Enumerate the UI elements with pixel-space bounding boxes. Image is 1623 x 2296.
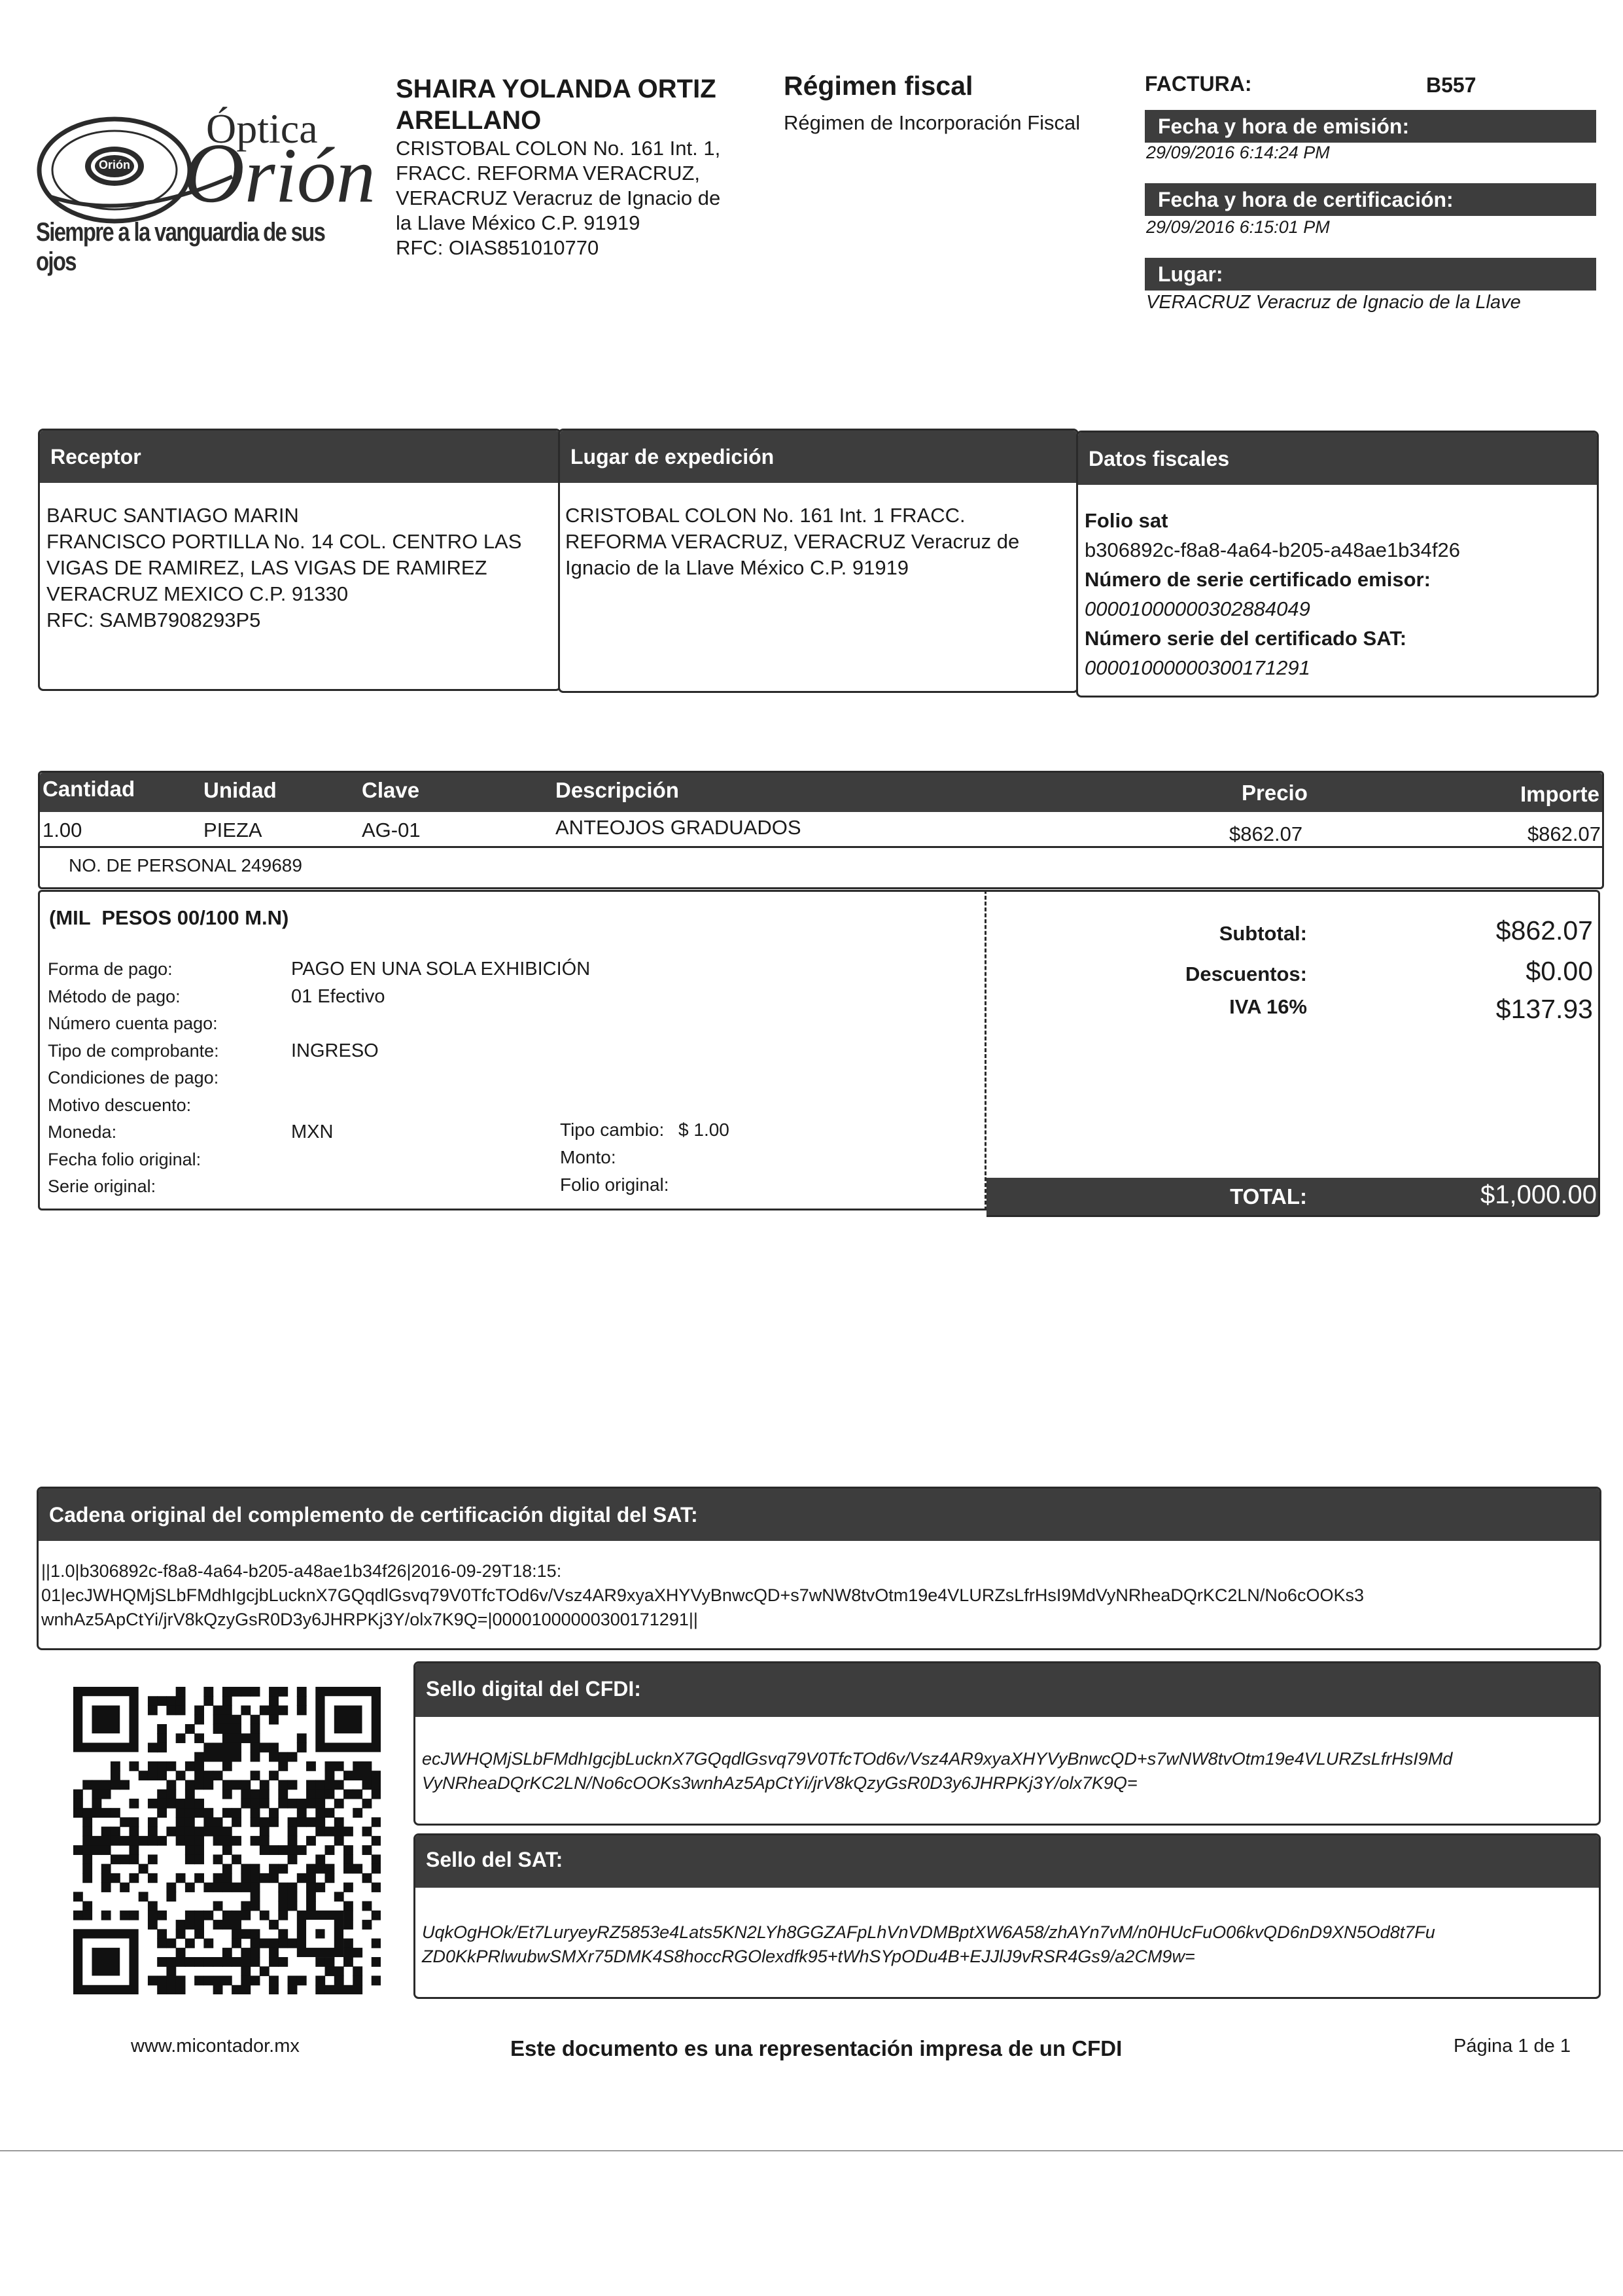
descuentos-value: $0.00 bbox=[1526, 956, 1593, 986]
items-header-row bbox=[40, 773, 1602, 812]
iva-label: IVA 16% bbox=[1229, 995, 1307, 1018]
col-unidad: Unidad bbox=[203, 778, 277, 802]
issuer-name-line1: SHAIRA YOLANDA ORTIZ bbox=[396, 75, 716, 103]
total-value: $1,000.00 bbox=[1480, 1180, 1597, 1209]
serie-sat-label: Número serie del certificado SAT: bbox=[1085, 627, 1407, 650]
detail-label: Tipo de comprobante: bbox=[48, 1040, 219, 1061]
detail-value: PAGO EN UNA SOLA EXHIBICIÓN bbox=[291, 959, 591, 980]
datos-fiscales-details bbox=[1085, 506, 1460, 682]
issuer-block bbox=[396, 73, 775, 260]
col-cantidad: Cantidad bbox=[43, 777, 135, 801]
sello-cfdi-header: Sello digital del CFDI: bbox=[415, 1663, 1599, 1717]
detail-row bbox=[48, 1065, 590, 1092]
expedicion-line: CRISTOBAL COLON No. 161 Int. 1 FRACC. bbox=[565, 504, 966, 527]
certificacion-value: 29/09/2016 6:15:01 PM bbox=[1146, 217, 1330, 237]
receptor-line: RFC: SAMB7908293P5 bbox=[46, 609, 261, 631]
issuer-address-line: la Llave México C.P. 91919 bbox=[396, 211, 640, 234]
totals-box bbox=[986, 890, 1600, 1217]
folio-sat-value: b306892c-f8a8-4a64-b205-a48ae1b34f26 bbox=[1085, 539, 1460, 561]
details-box bbox=[38, 890, 986, 1210]
footer-website: www.micontador.mx bbox=[131, 2036, 300, 2057]
issuer-name-line2: ARELLANO bbox=[396, 106, 542, 135]
detail-row bbox=[48, 1173, 590, 1201]
detail-value: MXN bbox=[291, 1122, 334, 1142]
brand-name-orion-text: rión bbox=[244, 132, 375, 219]
sello-cfdi-box bbox=[413, 1661, 1601, 1826]
certificacion-label: Fecha y hora de certificación: bbox=[1145, 183, 1596, 216]
cadena-original-header: Cadena original del complemento de certificación digital del SAT: bbox=[39, 1489, 1599, 1541]
detail-row bbox=[48, 1146, 590, 1174]
subtotal-label: Subtotal: bbox=[1219, 922, 1307, 945]
detail-label: Moneda: bbox=[48, 1122, 117, 1142]
table-row bbox=[40, 813, 1602, 848]
brand-slogan: Siempre a la vanguardia de sus ojos bbox=[36, 218, 325, 276]
emision-label: Fecha y hora de emisión: bbox=[1145, 110, 1596, 143]
amount-in-words: (MIL PESOS 00/100 M.N) bbox=[49, 906, 289, 929]
datos-fiscales-header: Datos fiscales bbox=[1078, 433, 1597, 485]
detail-row bbox=[48, 1119, 590, 1146]
receptor-line: VIGAS DE RAMIREZ, LAS VIGAS DE RAMIREZ bbox=[46, 556, 487, 579]
detail-label: Forma de pago: bbox=[48, 959, 173, 979]
lugar-label: Lugar: bbox=[1145, 258, 1596, 291]
row-cantidad: 1.00 bbox=[43, 819, 82, 841]
detail-value: INGRESO bbox=[291, 1040, 379, 1061]
lugar-value: VERACRUZ Veracruz de Ignacio de la Llave bbox=[1146, 292, 1521, 313]
qr-code bbox=[73, 1687, 381, 1994]
detail-label: Número cuenta pago: bbox=[48, 1014, 218, 1033]
expedicion-details bbox=[565, 503, 1019, 581]
receptor-line: VERACRUZ MEXICO C.P. 91330 bbox=[46, 582, 349, 605]
tipo-cambio-value: $ 1.00 bbox=[678, 1120, 729, 1140]
sello-sat-box bbox=[413, 1833, 1601, 1999]
folio-original-label: Folio original: bbox=[560, 1174, 669, 1195]
detail-value: 01 Efectivo bbox=[291, 985, 385, 1007]
col-descripcion: Descripción bbox=[555, 778, 679, 802]
col-importe: Importe bbox=[1520, 782, 1599, 806]
brand-name-optica: Óptica bbox=[206, 105, 318, 152]
brand-name-orion: Orión bbox=[183, 126, 375, 221]
tipo-cambio bbox=[560, 1120, 729, 1140]
tipo-cambio-label: Tipo cambio: bbox=[560, 1120, 665, 1140]
receptor-line: BARUC SANTIAGO MARIN bbox=[46, 504, 299, 527]
factura-label: FACTURA: bbox=[1145, 72, 1252, 96]
footer-notice: Este documento es una representación impresa de un CFDI bbox=[510, 2036, 1123, 2060]
receptor-box bbox=[38, 429, 561, 691]
sello-sat-header: Sello del SAT: bbox=[415, 1835, 1599, 1888]
col-precio: Precio bbox=[1242, 781, 1308, 805]
cadena-original-text bbox=[41, 1559, 1364, 1632]
cadena-line: ||1.0|b306892c-f8a8-4a64-b205-a48ae1b34f26|2016-09-29T18:15: bbox=[41, 1561, 562, 1581]
row-clave: AG-01 bbox=[362, 819, 421, 841]
serie-emisor-label: Número de serie certificado emisor: bbox=[1085, 568, 1431, 591]
page-bottom-divider bbox=[0, 2150, 1623, 2151]
detail-label: Método de pago: bbox=[48, 986, 181, 1006]
receptor-line: FRANCISCO PORTILLA No. 14 COL. CENTRO LAS bbox=[46, 530, 522, 553]
expedicion-box bbox=[558, 429, 1079, 693]
issuer-address bbox=[396, 136, 775, 260]
total-label: TOTAL: bbox=[1230, 1184, 1307, 1209]
expedicion-line: Ignacio de la Llave México C.P. 91919 bbox=[565, 556, 909, 579]
emision-value: 29/09/2016 6:14:24 PM bbox=[1146, 143, 1330, 162]
detail-label: Serie original: bbox=[48, 1176, 156, 1196]
subtotal-value: $862.07 bbox=[1495, 915, 1593, 945]
expedicion-line: REFORMA VERACRUZ, VERACRUZ Veracruz de bbox=[565, 530, 1020, 553]
sello-sat-text bbox=[422, 1920, 1435, 1969]
items-note: NO. DE PERSONAL 249689 bbox=[69, 855, 302, 875]
serie-sat-value: 00001000000300171291 bbox=[1085, 656, 1310, 679]
issuer-address-line: VERACRUZ Veracruz de Ignacio de bbox=[396, 186, 721, 209]
monto-label: Monto: bbox=[560, 1147, 616, 1167]
folio-sat-label: Folio sat bbox=[1085, 509, 1168, 532]
detail-label: Condiciones de pago: bbox=[48, 1068, 219, 1087]
cadena-line: 01|ecJWHQMjSLbFMdhIgcjbLucknX7GQqdlGsvq79V0TfcTOd6v/Vsz4AR9xyaXHYVyBnwcQD+s7wNW8tvOtm19e4VLURZsLfrHsI9MdVyNRheaDQrKC2LN/No6cOOKs3 bbox=[41, 1585, 1364, 1605]
datos-fiscales-box bbox=[1076, 431, 1599, 698]
factura-number: B557 bbox=[1426, 73, 1476, 97]
sello-sat-line: UqkOgHOk/Et7LuryeyRZ5853e4Lats5KN2LYh8GGZAFpLhVnVDMBptXW6A58/zhAYn7vM/n0HUcFuO06kvQD6nD9XN5Od8t7Fu bbox=[422, 1922, 1435, 1942]
detail-row bbox=[48, 1010, 590, 1038]
col-clave: Clave bbox=[362, 778, 420, 802]
cadena-line: wnhAz5ApCtYi/jrV8kQzyGsR0D3y6JHRPKj3Y/olx7K9Q=|00001000000300171291|| bbox=[41, 1610, 698, 1629]
issuer-address-line: CRISTOBAL COLON No. 161 Int. 1, bbox=[396, 137, 721, 160]
row-precio: $862.07 bbox=[1229, 822, 1303, 845]
row-descripcion: ANTEOJOS GRADUADOS bbox=[555, 816, 801, 839]
descuentos-label: Descuentos: bbox=[1185, 963, 1307, 985]
detail-label: Fecha folio original: bbox=[48, 1149, 201, 1169]
iva-value: $137.93 bbox=[1495, 994, 1593, 1024]
receptor-header: Receptor bbox=[40, 431, 559, 483]
serie-emisor-value: 00001000000302884049 bbox=[1085, 597, 1310, 620]
expedicion-header: Lugar de expedición bbox=[560, 431, 1077, 483]
issuer-address-line: FRACC. REFORMA VERACRUZ, bbox=[396, 162, 701, 185]
items-table bbox=[38, 771, 1604, 889]
brand-badge: Orión bbox=[99, 158, 130, 171]
detail-row bbox=[48, 956, 590, 983]
sello-cfdi-line: VyNRheaDQrKC2LN/No6cOOKs3wnhAz5ApCtYi/jrV8kQzyGsR0D3y6JHRPKj3Y/olx7K9Q= bbox=[422, 1773, 1138, 1793]
detail-row bbox=[48, 1038, 590, 1065]
qr-code-icon bbox=[73, 1687, 381, 1994]
issuer-name bbox=[396, 73, 775, 136]
detail-label: Motivo descuento: bbox=[48, 1095, 192, 1115]
sello-cfdi-text bbox=[422, 1747, 1452, 1795]
receptor-details bbox=[46, 503, 521, 633]
footer-page: Página 1 de 1 bbox=[1454, 2036, 1571, 2057]
total-bar bbox=[986, 1178, 1598, 1215]
sello-sat-line: ZD0KkPRlwubwSMXr75DMK4S8hoccRGOlexdfk95+tWhSYpODu4B+EJJlJ9vRSR4Gs9/a2CM9w= bbox=[422, 1947, 1195, 1966]
logo bbox=[36, 98, 389, 276]
row-unidad: PIEZA bbox=[203, 819, 262, 841]
cadena-original-box bbox=[37, 1487, 1601, 1650]
detail-row bbox=[48, 1092, 590, 1120]
regimen-value: Régimen de Incorporación Fiscal bbox=[784, 111, 1081, 134]
sello-cfdi-line: ecJWHQMjSLbFMdhIgcjbLucknX7GQqdlGsvq79V0TfcTOd6v/Vsz4AR9xyaXHYVyBnwcQD+s7wNW8tvOtm19e4VLURZsLfrHsI9Md bbox=[422, 1749, 1453, 1769]
regimen-title: Régimen fiscal bbox=[784, 71, 973, 101]
row-importe: $862.07 bbox=[1527, 822, 1601, 845]
detail-row bbox=[48, 983, 590, 1011]
details-fields bbox=[48, 956, 590, 1201]
issuer-rfc: RFC: OIAS851010770 bbox=[396, 236, 599, 259]
